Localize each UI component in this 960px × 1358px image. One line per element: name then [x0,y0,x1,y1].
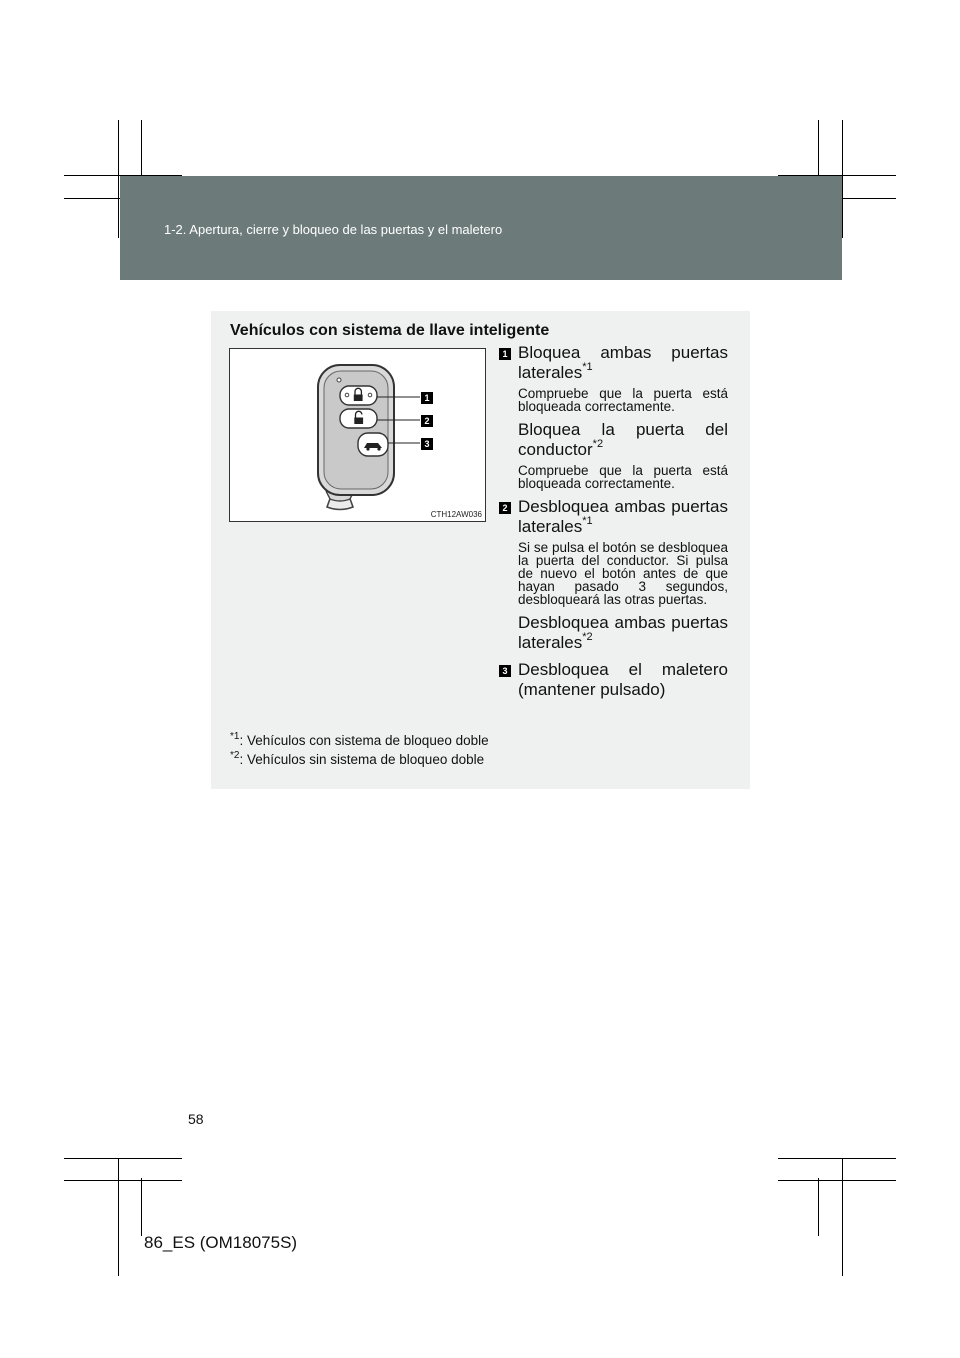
item-note: Compruebe que la puerta está bloqueada correctamente. [518,463,728,491]
callout-2: 2 [421,415,433,427]
item-note: Compruebe que la puerta está bloqueada correctamente. [518,386,728,414]
item-text: Desbloquea el maletero (mantener pulsado) [518,660,728,699]
figure-code: CTH12AW036 [430,510,482,519]
crop-mark [842,120,843,238]
document-code: 86_ES (OM18075S) [144,1233,298,1252]
crop-mark [118,120,119,238]
crop-mark [141,1178,142,1236]
footnote-mark: *1 [582,515,593,528]
list-item [499,497,728,660]
smart-key-icon [230,349,485,521]
item-note: Si se pulsa el botón se desbloquea la puerta del conductor. Si pulsa de nuevo el botón antes de que hayan pasado 3 segundos, desbloqueará las otras puertas. [518,540,728,607]
crop-mark [818,1178,819,1236]
crop-mark [842,1158,843,1276]
footnote-mark: *2 [592,438,604,451]
panel-title: Vehículos con sistema de llave inteligente [230,322,550,339]
footnote-mark: *1 [582,361,593,374]
callout-3: 3 [421,438,433,450]
item-text: Bloquea la puerta del conductor$^{*2}$ [518,420,728,459]
smart-key-illustration [229,348,486,522]
item-text: Desbloquea ambas puertas laterales$^{*2}$ [518,613,728,652]
crop-mark [64,1158,182,1159]
list-item [499,660,728,707]
footnote: $^{*2}$: Vehículos sin sistema de bloqueo doble [230,749,485,767]
item-badge: 1 [499,348,511,360]
button-list [499,343,728,707]
section-title: 1-2. Apertura, cierre y bloqueo de las puertas y el maletero [164,222,503,237]
footnotes [230,731,489,769]
info-panel [211,311,750,789]
callout-1: 1 [421,392,433,404]
footnote-mark: *2 [582,631,593,644]
section-header [120,176,842,280]
crop-mark [64,1180,182,1181]
item-text: Desbloquea ambas puertas laterales$^{*1}$ [518,497,728,536]
crop-mark [778,1180,896,1181]
page-number: 58 [188,1111,204,1127]
list-item [499,343,728,497]
crop-mark [118,1158,119,1276]
item-text: Bloquea ambas puertas laterales$^{*1}$ [518,343,728,382]
footnote: $^{*1}$: Vehículos con sistema de bloqueo doble [230,730,489,748]
item-badge: 3 [499,665,511,677]
item-badge: 2 [499,502,511,514]
crop-mark [778,1158,896,1159]
